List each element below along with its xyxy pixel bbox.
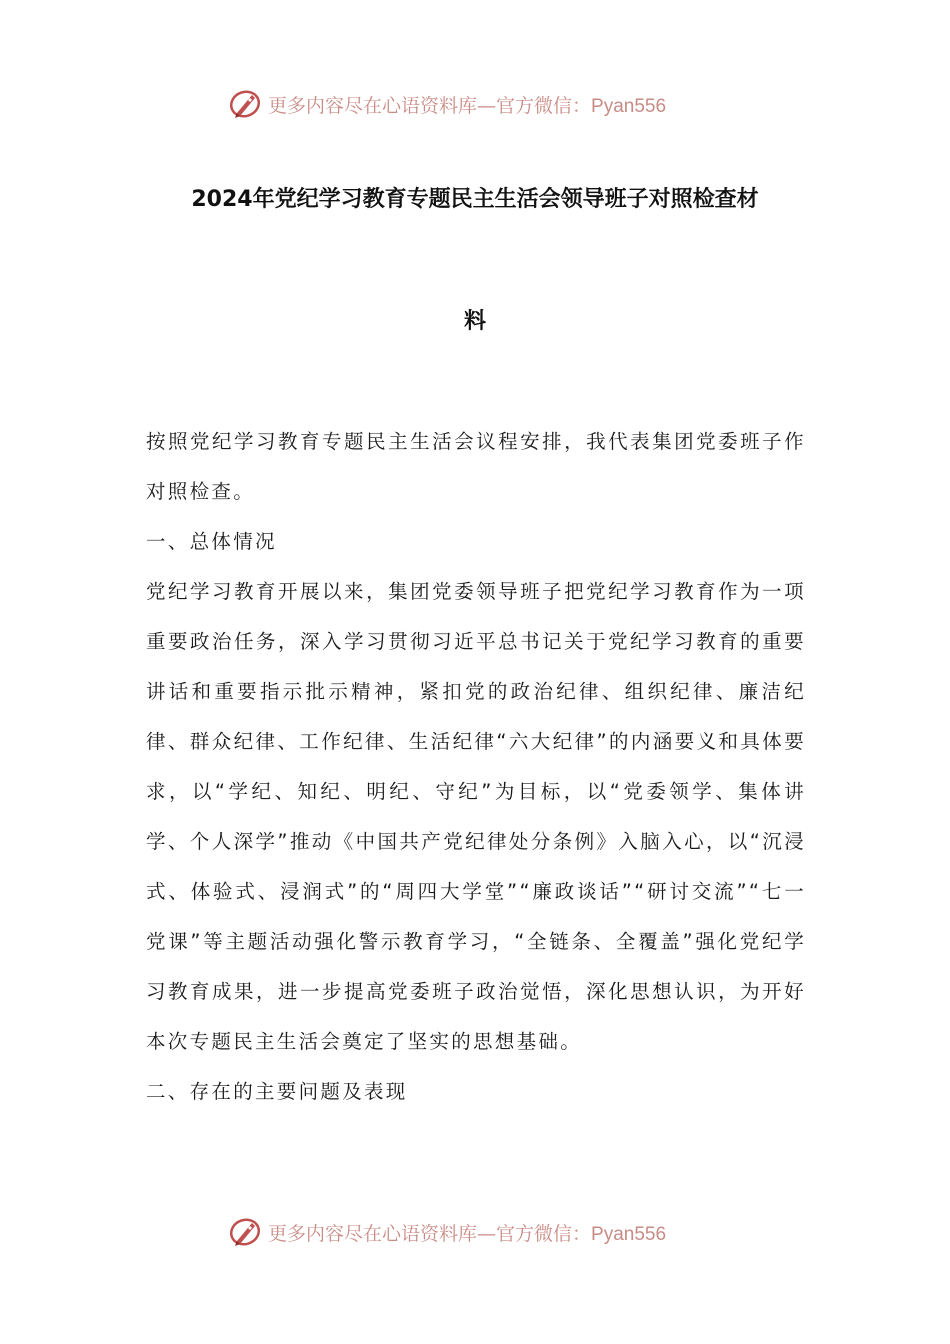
pen-logo-icon (228, 1214, 264, 1250)
header-watermark (228, 84, 748, 124)
section-heading-1: 一、总体情况 (146, 530, 277, 553)
document-title-line-2: 料 (463, 309, 486, 334)
footer-watermark (228, 1212, 748, 1252)
body-paragraph: 党纪学习教育开展以来，集团党委领导班子把党纪学习教育作为一项重要政治任务，深入学习贯彻习近平总书记关于党纪学习教育的重要讲话和重要指示批示精神，紧扣党的政治纪律、组织纪律、廉洁纪律、群众纪律、工作纪律、生活纪律“六大纪律”的内涵要义和具体要求，以“学纪、知纪、明纪、守纪”为目标，以“党委领学、集体讲学、个人深学”推动《中国共产党纪律处分条例》入脑入心，以“沉浸式、体验式、浸润式”的“周四大学堂”“廉政谈话”“研讨交流”“七一党课”等主题活动强化警示教育学习，“全链条、全覆盖”强化党纪学习教育成果，进一步提高党委班子政治觉悟，深化思想认识，为开好本次专题民主生活会奠定了坚实的思想基础。 (146, 580, 806, 1053)
intro-paragraph: 按照党纪学习教育专题民主生活会议程安排，我代表集团党委班子作对照检查。 (146, 430, 806, 503)
watermark-text: 更多内容尽在心语资料库—官方微信：Pyan556 (268, 94, 667, 117)
document-body (146, 417, 806, 1117)
watermark-wechat-id: Pyan556 (591, 95, 667, 117)
document-title-line-1: 2024年党纪学习教育专题民主生活会领导班子对照检查材 (191, 187, 759, 212)
watermark-text: 更多内容尽在心语资料库—官方微信：Pyan556 (268, 1222, 667, 1245)
section-heading-2: 二、存在的主要问题及表现 (146, 1080, 408, 1103)
pen-logo-icon (228, 86, 264, 122)
watermark-wechat-id: Pyan556 (591, 1223, 667, 1245)
